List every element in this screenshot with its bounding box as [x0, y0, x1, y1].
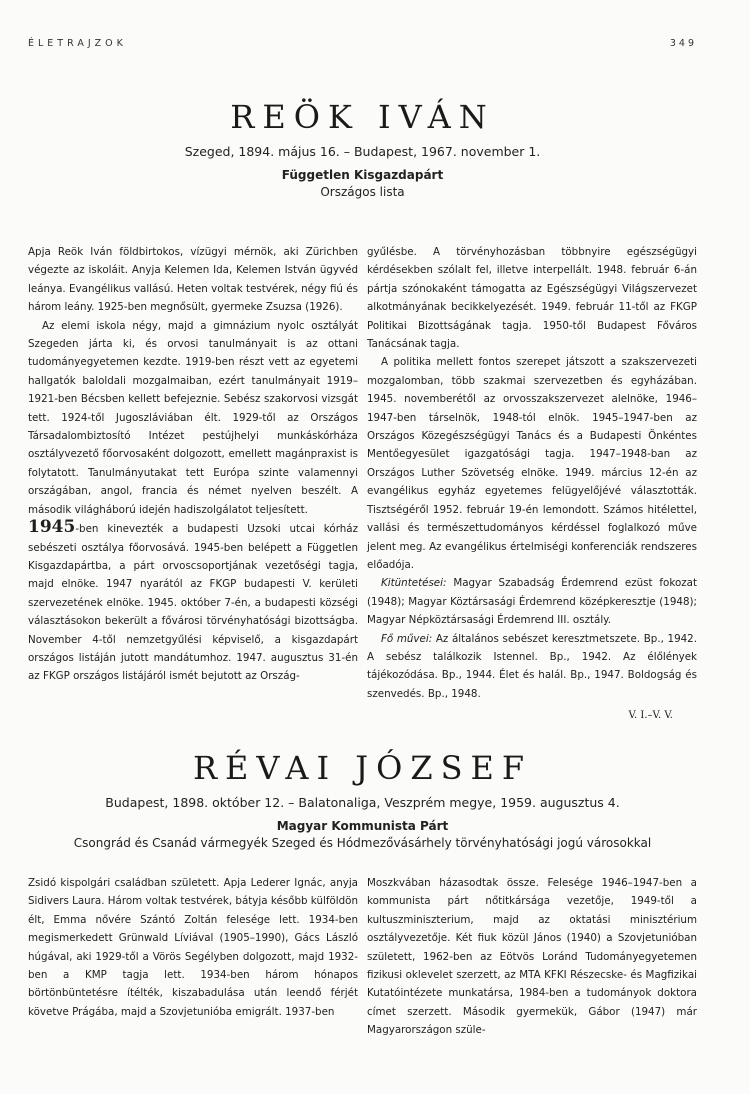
paragraph-text: -ben kinevezték a budapesti Uzsoki utcai kórház sebészeti osztálya főorvosává. 1945-ben belépett a Független Kisgazdapártba, a párt orvoscsoportjának vezetőségi tagja, majd elnöke. 1947 nyarától az FKGP budapesti V. kerületi szervezetének elnöke. 1945. október 7-én, a budapesti községi választásokon bekerült a fővárosi törvényhatósági bizottságba. November 4-től nemzetgyűlési képviselő, a kisgazdapárt országos listáján jutott mandátumhoz. 1947. augusztus 31-én az FKGP országos listájáról ismét bejutott az Ország-: [28, 523, 358, 683]
paragraph: [28, 519, 358, 686]
entry-name: RÉVAI JÓZSEF: [192, 749, 533, 787]
awards-paragraph: [367, 574, 697, 629]
running-head-section: ÉLETRAJZOK: [28, 38, 127, 49]
entry-dates: Szeged, 1894. május 16. – Budapest, 1967. november 1.: [184, 144, 541, 159]
paragraph: A politika mellett fontos szerepet játszott a szakszervezeti mozgalomban, több szakmai szervezetben és egyházában. 1945. novemberétől az orvosszakszervezet alelnöke, 1946–1947-ben társelnök, 1948-tól elnök. 1945–1947-ben az Országos Közegészségügyi Tanács és a Budapesti Önkéntes Mentőegyesület igazgatósági tagja. 1947–1948-ban az Országos Luther Szövetség elnöke. 1949. március 12-én az evangélikus egyház egyetemes felügyelőjévé választották. Tisztségéről 1952. február 19-én lemondott. Számos hitélettel, vallási és természettudományos kérdéssel foglalkozó műve jelent meg. Az evangélikus értelmiségi konferenciák rendszeres előadója.: [367, 356, 697, 571]
year-drop-cap: 1945: [28, 517, 76, 538]
awards-text: Magyar Szabadság Érdemrend ezüst fokozat (1948); Magyar Köztársasági Érdemrend középkeresztje (1948); Magyar Népköztársasági Érdemrend III. osztály.: [367, 577, 697, 627]
entry-party: Magyar Kommunista Párt: [276, 819, 449, 833]
works-text: Az általános sebészet keresztmetszete. Bp., 1942. A sebész találkozik Istennel. Bp., 1942. Az élőlények tájékozódása. Bp., 1944. Élet és halál. Bp., 1947. Boldogság és szenvedés. Bp., 1948.: [367, 632, 698, 700]
entry-left-column: [28, 874, 358, 1021]
running-head: [28, 38, 697, 49]
author-initials: V. I.–V. V.: [628, 710, 673, 722]
works-label: Fő művei:: [381, 632, 433, 645]
paragraph: Zsidó kispolgári családban született. Apja Lederer Ignác, anyja Sidivers Laura. Három voltak testvérek, bátyja később külföldön élt, Emma nővére Szántó Zoltán felesége lett. 1934-ben megismerkedett Grünwald Líviával (1905–1990), Gács László húgával, aki 1929-től a Vörös Segélyben dolgozott, majd 1932-ben a KMP tagja lett. 1934-ben három hónapos börtönbüntetésre ítélték, kiszabadulása után leendő férjét követve Prágába, majd a Szovjetunióba emigrált. 1937-ben: [28, 877, 358, 1018]
entry-party: Független Kisgazdapárt: [281, 168, 444, 182]
paragraph: Az elemi iskola négy, majd a gimnázium nyolc osztályát Szegeden járta ki, és orvosi tanulmányait is az ottani tudományegyetemen kezdte. 1919-ben részt vett az egyetemi hallgatók baloldali mozgalmaiban, ezért tanulmányait 1919–1921-ben Bécsben kellett befejeznie. Sebész szakorvosi vizsgát tett. 1924-től Jugoszláviában élt. 1929-től az Országos Társadalombiztosító Intézet pestújhelyi munkáskórháza osztályvezető főorvosaként dolgozott, emellett magánpraxist is folytatott. Tanulmányutakat tett Európa szinte valamennyi országában, angol, francia és német nyelven beszélt. A második világháború idején hadiszolgálatot teljesített.: [28, 319, 358, 516]
entry-header-revai: [28, 749, 697, 850]
entry-list: Csongrád és Csanád vármegyék Szeged és Hódmezővásárhely törvényhatósági jogú városokkal: [73, 836, 652, 850]
page-number: 349: [669, 38, 697, 49]
entry-list: Országos lista: [320, 185, 405, 199]
paragraph: Apja Reök Iván földbirtokos, vízügyi mérnök, aki Zürichben végezte az iskoláit. Anyja Kelemen Ida, Kelemen István ügyvéd leánya. Evangélikus vallású. Heten voltak testvérek, négy fiú és három leány. 1925-ben megnősült, gyermeke Zsuzsa (1926).: [28, 246, 358, 314]
paragraph: Moszkvában házasodtak össze. Felesége 1946–1947-ben a kommunista párt nőtitkársága vezetője, 1949-től a kultuszminiszterium, majd az oktatási minisztérium osztályvezetője. Két fiuk közül János (1940) a Szovjetunióban született, 1962-ben az Eötvös Loránd Tudományegyetemen fizikusi oklevelet szerzett, az MTA KFKI Részecske- és Magfizikai Kutatóintézete munkatársa, 1984-ben a tudományok doktora címet szerzett. Második gyermekük, Gábor (1947) már Magyarországon szüle-: [367, 877, 697, 1037]
paragraph: gyűlésbe. A törvényhozásban többnyire egészségügyi kérdésekben szólalt fel, illetve interpellált. 1948. február 6-án pártja szónokaként támogatta az Egészségügyi Világszervezet alkotmányának becikkelyezését. 1949. február 11-től az FKGP Politikai Bizottságának tagja. 1950-től Budapest Főváros Tanácsának tagja.: [367, 246, 697, 351]
entry-header-reok: [28, 98, 697, 199]
entry-right-column: [367, 243, 697, 726]
awards-label: Kitüntetései:: [381, 577, 447, 590]
works-paragraph: [367, 630, 697, 704]
entry-left-column: [28, 243, 358, 686]
entry-right-column: [367, 874, 697, 1040]
entry-name: REÖK IVÁN: [230, 98, 495, 136]
entry-dates: Budapest, 1898. október 12. – Balatonaliga, Veszprém megye, 1959. augusztus 4.: [105, 795, 620, 810]
